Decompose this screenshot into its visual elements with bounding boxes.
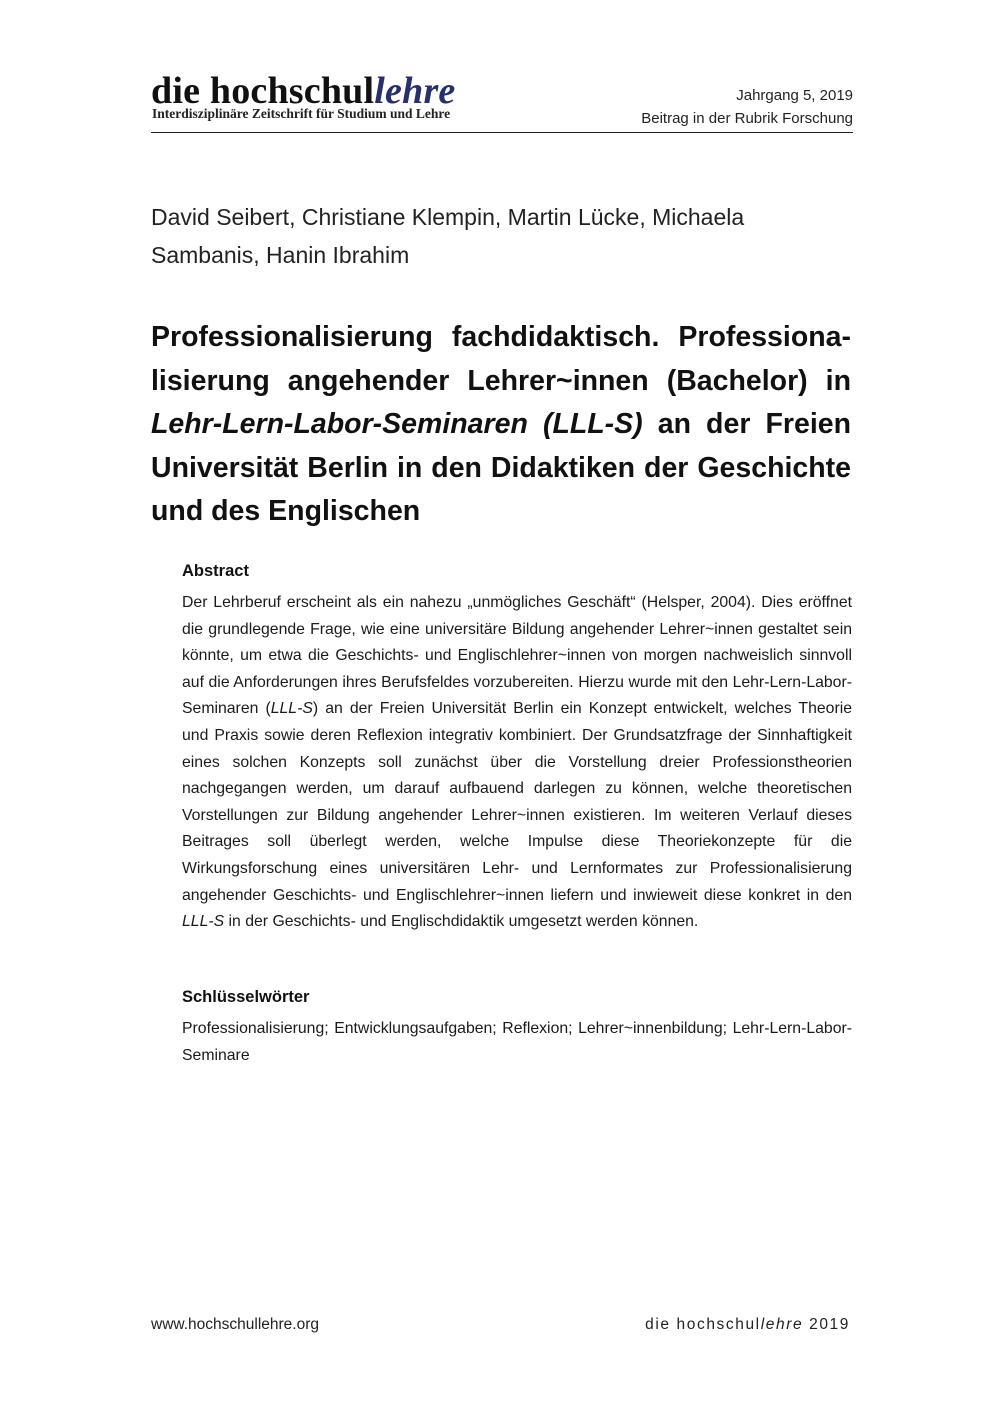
title-part-3: an der Freien Universität Berlin in den Didaktiken der Geschichte und des Englischen [151,408,851,527]
logo-accent: lehre [374,70,456,112]
authors-line-2: Sambanis, Hanin Ibrahim [151,242,410,268]
footer-journal-main: die hochschul [645,1316,761,1333]
issue-volume: Jahrgang 5, 2019 [736,87,853,104]
logo-main: die hochschul [151,70,375,112]
footer-url[interactable]: www.hochschullehre.org [151,1316,320,1333]
journal-subtitle: Interdisziplinäre Zeitschrift für Studium und Lehre [152,106,451,121]
footer-journal-accent: lehre [760,1316,804,1333]
footer-journal [645,1316,850,1334]
abstract-heading: Abstract [182,562,249,580]
abstract-text-1: Der Lehrberuf erscheint als ein nahezu „unmögliches Geschäft“ (Helsper, 2004). Dies eröffnet die grundlegende Frage, wie eine universitäre Bildung angehender Lehrer~innen gestaltet sein könnte, um etwa die Geschichts- und Englischlehrer~innen von morgen nachweislich sinnvoll auf die Anforderungen ihres Berufsfeldes vorzubereiten. Hierzu wurde mit den Lehr-Lern-Labor-Seminaren ( [182,594,852,718]
footer-journal-year: 2019 [803,1316,850,1333]
abstract-italic-1: LLL-S [270,700,313,718]
journal-logo [151,72,456,110]
issue-info [641,84,853,130]
abstract-text [182,590,852,936]
issue-category: Beitrag in der Rubrik Forschung [641,110,853,127]
title-part-1: Professionalisierung fachdidaktisch. Professionalisierung angehender Lehrer~innen (Bachelor) in [151,321,851,397]
abstract-text-3: in der Geschichts- und Englischdidaktik umgesetzt werden können. [224,913,699,931]
journal-header [151,72,853,133]
abstract-text-2: ) an der Freien Universität Berlin ein Konzept entwickelt, welches Theorie und Praxis sowie deren Reflexion integrativ kombiniert. Der Grundsatzfrage der Sinnhaftigkeit eines solchen Konzepts soll zunächst über die Vorstellung dreier Professionstheorien nachgegangen werden, um darauf aufbauend darlegen zu können, welche theoretischen Vorstellungen zur Bildung angehender Lehrer~innen existieren. Im weiteren Verlauf dieses Beitrages soll überlegt werden, welche Impulse diese Theoriekonzepte für die Wirkungsforschung eines universitären Lehr- und Lernformates zur Professionalisierung angehender Geschichts- und Englischlehrer~innen liefern und inwieweit diese konkret in den [182,700,852,904]
author-list [151,198,851,274]
keywords-section [182,986,852,1069]
paper-title [151,316,851,534]
keywords-heading: Schlüsselwörter [182,988,310,1006]
abstract-italic-2: LLL-S [182,913,225,931]
keywords-text: Professionalisierung; Entwicklungsaufgaben; Reflexion; Lehrer~innenbildung; Lehr-Lern-Labor-Seminare [182,1020,852,1064]
title-italic: Lehr-Lern-Labor-Seminaren (LLL-S) [151,408,643,440]
authors-line-1: David Seibert, Christiane Klempin, Martin Lücke, Michaela [151,204,745,230]
abstract-section [182,560,852,936]
